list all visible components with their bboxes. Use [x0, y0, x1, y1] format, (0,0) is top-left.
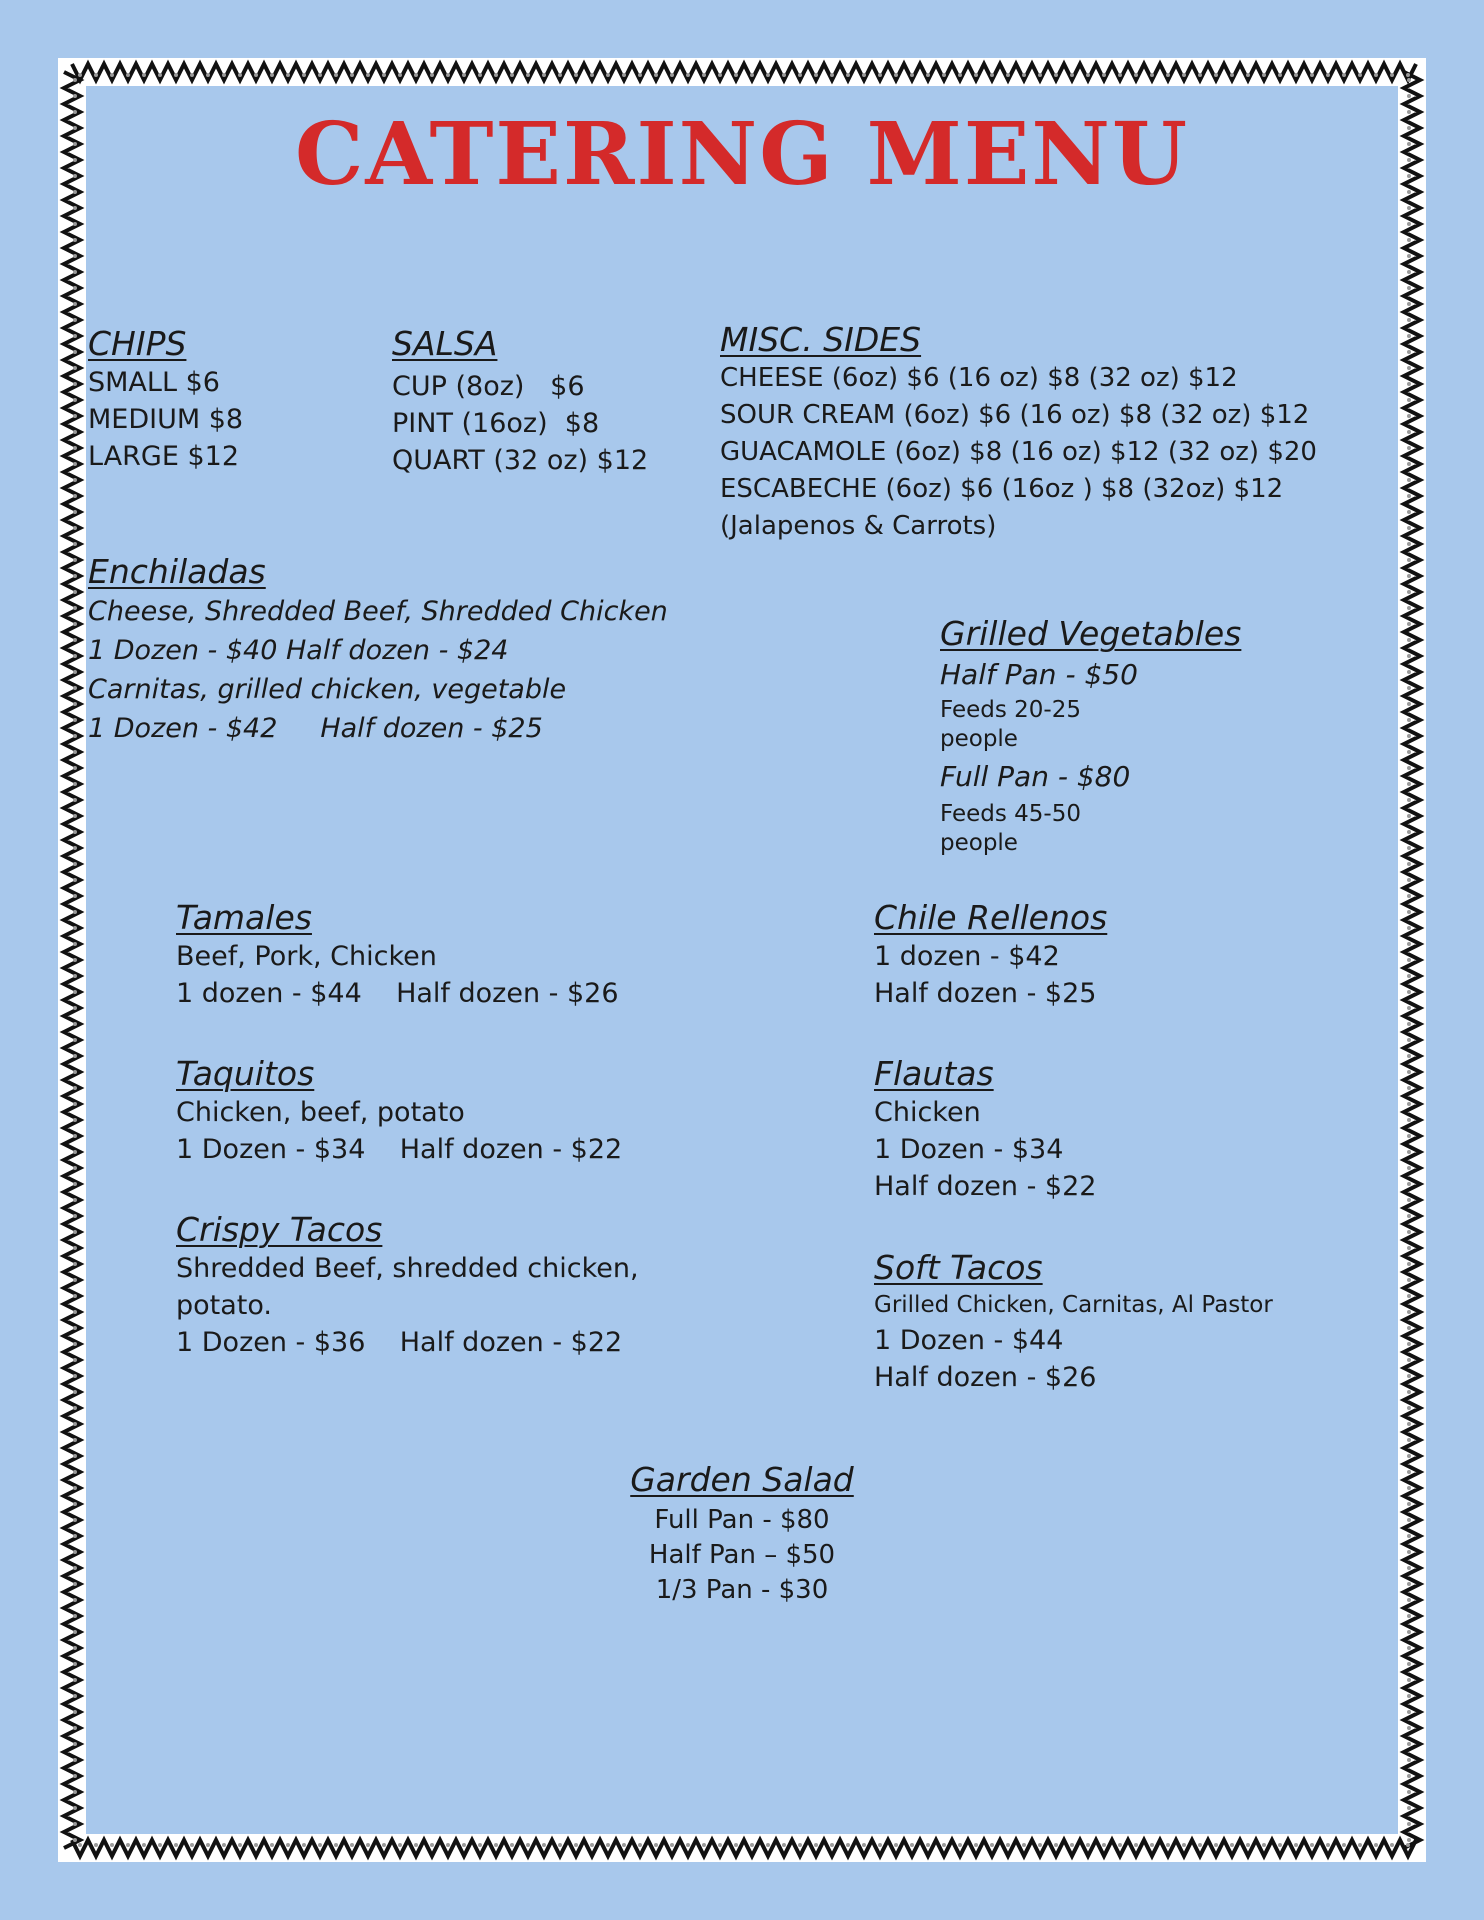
grilled-vegetables-full-pan: Full Pan - $80 [940, 760, 1131, 793]
chile-rellenos-header: Chile Rellenos [874, 898, 1108, 937]
crispy-tacos-fillings-1: Shredded Beef, shredded chicken, [176, 1253, 639, 1284]
taquitos-fillings: Chicken, beef, potato [176, 1097, 465, 1128]
flautas-filling: Chicken [874, 1097, 981, 1128]
soft-tacos-header: Soft Tacos [874, 1248, 1043, 1287]
enchiladas-fillings-2: Carnitas, grilled chicken, vegetable [88, 674, 567, 705]
grilled-vegetables-section [940, 614, 1241, 858]
salsa-pint: PINT (16oz) $8 [392, 408, 600, 439]
grilled-vegetables-header: Grilled Vegetables [940, 614, 1242, 653]
chile-rellenos-dozen: 1 dozen - $42 [874, 941, 1060, 972]
tamales-fillings: Beef, Pork, Chicken [176, 941, 437, 972]
garden-salad-section [542, 1460, 942, 1608]
misc-sides-header: MISC. SIDES [720, 320, 922, 359]
chile-rellenos-half-dozen: Half dozen - $25 [874, 978, 1097, 1009]
menu-title: CATERING MENU [294, 104, 1190, 205]
grilled-vegetables-full-feeds-1: Feeds 45-50 [940, 801, 1081, 827]
garden-salad-header: Garden Salad [630, 1460, 854, 1499]
misc-side-sour-cream: SOUR CREAM (6oz) $6 (16 oz) $8 (32 oz) $12 [720, 400, 1310, 430]
salsa-section [392, 324, 648, 479]
flautas-half-dozen: Half dozen - $22 [874, 1171, 1097, 1202]
enchiladas-header: Enchiladas [88, 552, 266, 591]
crispy-tacos-section [176, 1210, 639, 1361]
misc-side-escabeche-note: (Jalapenos & Carrots) [720, 511, 997, 541]
tamales-section [176, 898, 619, 1012]
salsa-header: SALSA [392, 324, 498, 363]
chile-rellenos-section [874, 898, 1107, 1012]
crispy-tacos-price: 1 Dozen - $36 Half dozen - $22 [176, 1327, 623, 1358]
tamales-header: Tamales [176, 898, 312, 937]
chips-header: CHIPS [88, 324, 187, 363]
grilled-vegetables-half-pan: Half Pan - $50 [940, 658, 1138, 691]
menu-content [86, 86, 1398, 1834]
misc-side-cheese: CHEESE (6oz) $6 (16 oz) $8 (32 oz) $12 [720, 363, 1238, 393]
enchiladas-price-2: 1 Dozen - $42 Half dozen - $25 [88, 713, 543, 744]
grilled-vegetables-half-feeds-1: Feeds 20-25 [940, 697, 1081, 723]
salsa-cup: CUP (8oz) $6 [392, 371, 585, 402]
flautas-dozen: 1 Dozen - $34 [874, 1134, 1064, 1165]
tamales-price: 1 dozen - $44 Half dozen - $26 [176, 978, 619, 1009]
chips-small: SMALL $6 [88, 367, 220, 398]
chips-medium: MEDIUM $8 [88, 404, 244, 435]
soft-tacos-half-dozen: Half dozen - $26 [874, 1362, 1097, 1393]
taquitos-section [176, 1054, 622, 1168]
misc-sides-section [720, 320, 1317, 545]
crispy-tacos-header: Crispy Tacos [176, 1210, 383, 1249]
chips-section [88, 324, 243, 475]
grilled-vegetables-half-feeds-2: people [940, 726, 1018, 752]
grilled-vegetables-full-feeds-2: people [940, 830, 1018, 856]
garden-salad-full-pan: Full Pan - $80 [654, 1505, 830, 1535]
flautas-header: Flautas [874, 1054, 994, 1093]
enchiladas-price-1: 1 Dozen - $40 Half dozen - $24 [88, 635, 509, 666]
soft-tacos-dozen: 1 Dozen - $44 [874, 1325, 1064, 1356]
taquitos-header: Taquitos [176, 1054, 315, 1093]
taquitos-price: 1 Dozen - $34 Half dozen - $22 [176, 1134, 623, 1165]
garden-salad-third-pan: 1/3 Pan - $30 [655, 1575, 829, 1605]
soft-tacos-fillings: Grilled Chicken, Carnitas, Al Pastor [874, 1292, 1273, 1318]
soft-tacos-section [874, 1248, 1273, 1396]
flautas-section [874, 1054, 1096, 1205]
garden-salad-half-pan: Half Pan – $50 [648, 1540, 836, 1570]
crispy-tacos-fillings-2: potato. [176, 1290, 273, 1321]
misc-side-escabeche: ESCABECHE (6oz) $6 (16oz ) $8 (32oz) $12 [720, 474, 1284, 504]
enchiladas-section [88, 552, 668, 748]
chips-large: LARGE $12 [88, 441, 239, 472]
enchiladas-fillings-1: Cheese, Shredded Beef, Shredded Chicken [88, 596, 668, 627]
misc-side-guacamole: GUACAMOLE (6oz) $8 (16 oz) $12 (32 oz) $20 [720, 437, 1317, 467]
salsa-quart: QUART (32 oz) $12 [392, 445, 649, 476]
menu-page [58, 58, 1426, 1862]
